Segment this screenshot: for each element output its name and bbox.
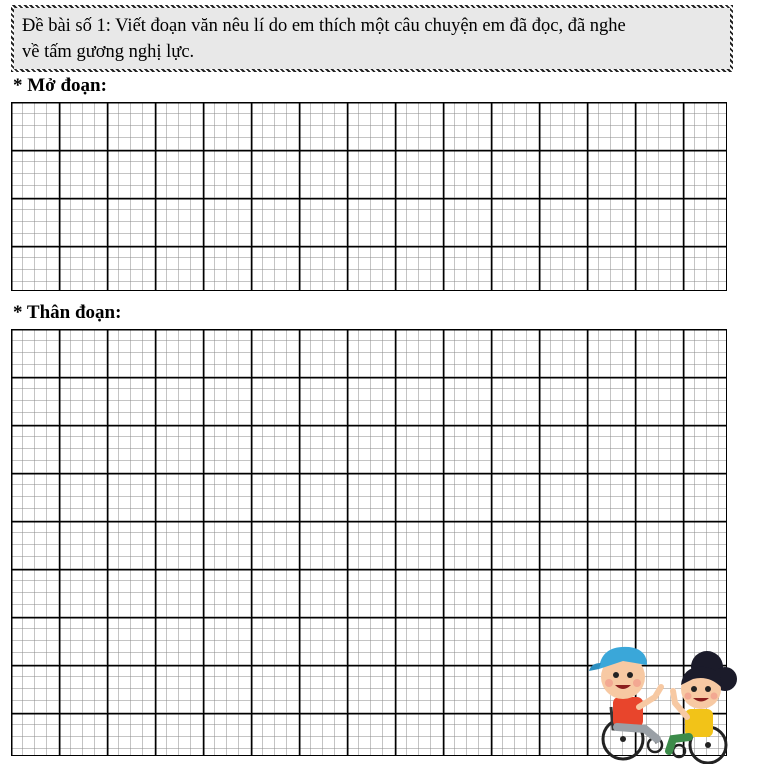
opening-writing-grid[interactable] (11, 102, 727, 291)
boy-figure (589, 647, 662, 759)
opening-section-label: * Mở đoạn: (13, 75, 107, 96)
prompt-line-2: về tấm gương nghị lực. (22, 42, 195, 62)
body-section-label: * Thân đoạn: (13, 302, 122, 323)
prompt-line-1: Đề bài số 1: Viết đoạn văn nêu lí do em thích một câu chuyện em đã đọc, đã nghe (22, 16, 626, 36)
assignment-prompt (14, 8, 730, 69)
children-in-wheelchairs-illustration (583, 627, 743, 764)
assignment-prompt-box (11, 5, 733, 72)
girl-figure (669, 651, 737, 763)
